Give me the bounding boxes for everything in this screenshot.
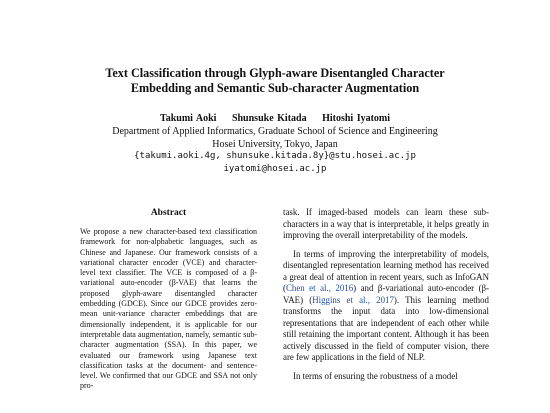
paragraph-text: ). This learning method transforms the input data into low-dimensional representations that are independent of each other while still retaining the important content. Although it has been actively discussed in the field of computer vision, there are few applications in the field of NLP. xyxy=(283,294,489,362)
author-name: Shunsuke Kitada xyxy=(231,113,307,124)
body-paragraph-1: task. If imaged-based models can learn these sub-characters in a way that is interpretable, it helps greatly in improving the overall interpretability of the models. xyxy=(283,207,489,240)
author-emails xyxy=(60,150,490,176)
abstract-text: We propose a new character-based text classification framework for non-alphabetic languages, such as Chinese and Japanese. Our framework consists of a variational character encoder (VCE) and character-level text classifier. The VCE is composed of a β-variational auto-encoder (β-VAE) that learns the proposed glyph-aware disentangled character embedding (GDCE). Since our GDCE provides zero-mean unit-variance character embeddings that are dimensionally independent, it is applicable for our interpretable data augmentation, namely, semantic sub-character augmentation (SSA). In this paper, we evaluated our framework using Japanese text classification tasks at the document- and sentence-level. We confirmed that our GDCE and SSA not only pro- xyxy=(80,227,257,391)
paragraph-text: In terms of improving the interpretability of models, disentangled representation learning method has received a great deal of attention in recent years, such as InfoGAN ( xyxy=(283,248,489,293)
title-line-1: Text Classification through Glyph-aware Disentangled Character xyxy=(105,66,445,80)
affiliation-line-2: Hosei University, Tokyo, Japan xyxy=(212,139,338,150)
right-column xyxy=(283,207,489,382)
affiliation xyxy=(60,125,490,151)
body-paragraph-3: In terms of ensuring the robustness of a model xyxy=(293,370,458,381)
paper-title xyxy=(60,66,490,96)
title-line-2: Embedding and Semantic Sub-character Augmentation xyxy=(130,81,420,95)
email-line-2: iyatomi@hosei.ac.jp xyxy=(223,164,327,174)
abstract-heading: Abstract xyxy=(150,208,187,218)
body-paragraph-2 xyxy=(283,249,489,364)
author-name: Takumi Aoki xyxy=(159,113,217,124)
email-line-1: {takumi.aoki.4g, shunsuke.kitada.8y}@stu.hosei.ac.jp xyxy=(134,151,416,161)
paragraph-text: ) and β-variational auto-encoder (β-VAE) ( xyxy=(283,283,489,305)
affiliation-line-1: Department of Applied Informatics, Graduate School of Science and Engineering xyxy=(112,126,438,137)
author-list xyxy=(60,112,490,125)
author-name: Hitoshi Iyatomi xyxy=(322,113,391,124)
citation-link[interactable]: Chen et al., 2016 xyxy=(285,283,354,293)
left-column xyxy=(80,207,257,392)
citation-link[interactable]: Higgins et al., 2017 xyxy=(312,294,394,305)
